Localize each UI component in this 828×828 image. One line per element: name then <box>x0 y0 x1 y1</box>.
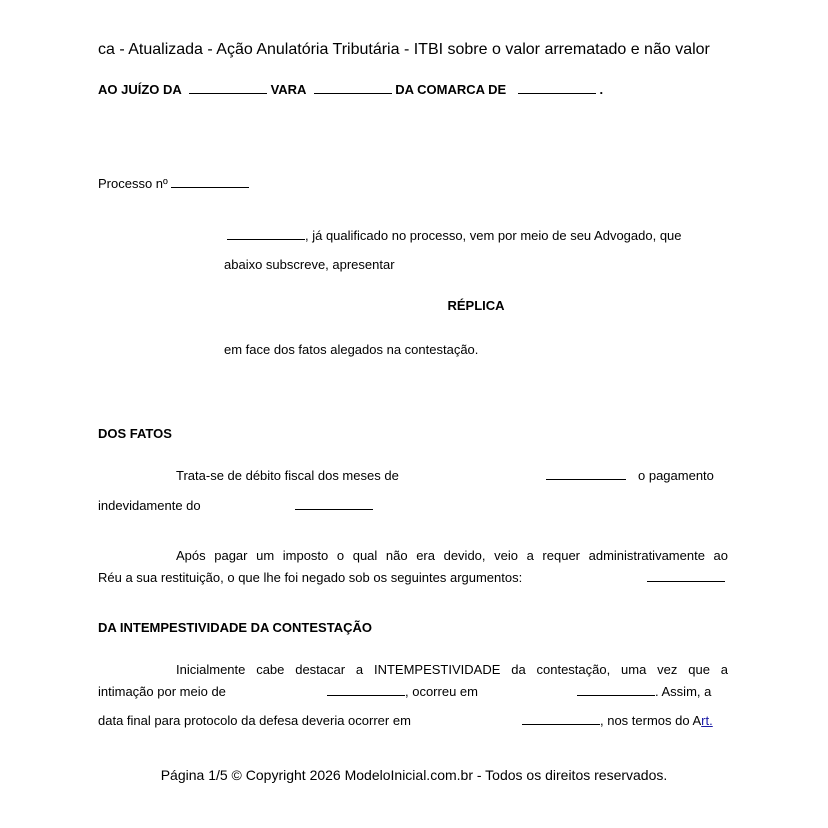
intempestividade-p1-line3-part1: data final para protocolo da defesa deveria ocorrer em <box>98 713 411 728</box>
dos-fatos-heading: DOS FATOS <box>98 426 172 441</box>
replica-title: RÉPLICA <box>447 298 505 313</box>
dos-fatos-p1-line2: indevidamente do <box>98 498 201 513</box>
ocorreu-blank <box>577 684 655 696</box>
party-name-blank <box>227 228 305 240</box>
dos-fatos-p1-line1-part1: Trata-se de débito fiscal dos meses de <box>176 468 399 483</box>
document-title <box>98 40 728 60</box>
processo-blank <box>171 176 249 188</box>
dos-fatos-p1-line1-part2: o pagamento <box>638 468 714 483</box>
argumentos-blank-wrap <box>647 570 725 586</box>
intempestividade-p1-line1: Inicialmente cabe destacar a INTEMPESTIVIDADE da contestação, uma vez que a <box>176 662 728 677</box>
intempestividade-p1-line2-end <box>577 684 711 700</box>
dos-fatos-p2-line1: Após pagar um imposto o qual não era devido, veio a requer administrativamente ao <box>176 548 728 563</box>
court-address-line <box>98 82 603 98</box>
dos-fatos-p2-line2: Réu a sua restituição, o que lhe foi negado sob os seguintes argumentos: <box>98 570 523 585</box>
dos-fatos-p1-line1-blank-wrap <box>546 468 626 484</box>
processo-label: Processo nº <box>98 176 168 191</box>
assim-a-text: . Assim, a <box>655 684 712 699</box>
protocolo-blank <box>522 713 600 725</box>
indevidamente-blank <box>295 498 373 510</box>
intempestividade-heading: DA INTEMPESTIVIDADE DA CONTESTAÇÃO <box>98 620 372 635</box>
intimacao-blank <box>327 684 405 696</box>
meses-blank <box>546 468 626 480</box>
comarca-blank <box>518 82 596 94</box>
argumentos-blank <box>647 570 725 582</box>
vara-blank <box>314 82 392 94</box>
address-end-period: . <box>599 82 604 97</box>
article-link[interactable]: rt. <box>701 713 713 728</box>
intro-line-1 <box>227 228 682 244</box>
intro-line-1-text: , já qualificado no processo, vem por meio de seu Advogado, que <box>305 228 682 243</box>
ocorreu-em-text: , ocorreu em <box>405 684 478 699</box>
vara-label: VARA <box>270 82 306 97</box>
page-footer: Página 1/5 © Copyright 2026 ModeloInicial.com.br - Todos os direitos reservados. <box>160 767 668 783</box>
indevidamente-blank-wrap <box>295 498 373 514</box>
juizo-blank <box>189 82 267 94</box>
da-comarca-de-label: DA COMARCA DE <box>395 82 507 97</box>
intro-line-2: abaixo subscreve, apresentar <box>224 257 395 272</box>
intempestividade-p1-line2-mid <box>327 684 478 700</box>
ao-juizo-da-label: AO JUÍZO DA <box>98 82 182 97</box>
processo-line <box>98 176 249 192</box>
nos-termos-text: , nos termos do A <box>600 713 702 728</box>
intempestividade-p1-line2-part1: intimação por meio de <box>98 684 226 699</box>
document-title-text: ca - Atualizada - Ação Anulatória Tributária - ITBI sobre o valor arrematado e não valor <box>98 41 710 58</box>
intempestividade-p1-line3-end <box>522 713 713 729</box>
face-text: em face dos fatos alegados na contestação. <box>224 342 479 357</box>
